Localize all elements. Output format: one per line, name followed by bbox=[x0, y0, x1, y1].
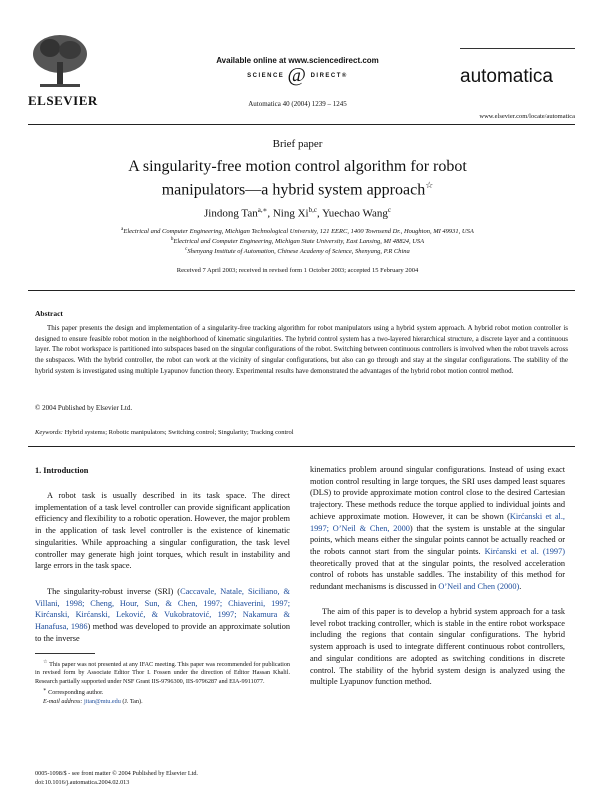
author-name: Ning Xi bbox=[272, 207, 309, 220]
email-link[interactable]: jitan@mtu.edu bbox=[84, 697, 121, 705]
doi: doi:10.1016/j.automatica.2004.02.013 bbox=[35, 778, 130, 786]
citation-link[interactable]: O’Neil and Chen (2000) bbox=[438, 582, 520, 592]
journal-name: automatica bbox=[460, 66, 553, 87]
header-divider bbox=[460, 48, 575, 49]
affiliation: $^a$Electrical and Computer Engineering, Michigan Technological University, 121 EERC, 1400 Townsend Dr., Houghton, MI 49931, USA bbox=[121, 227, 474, 236]
abstract-heading: Abstract bbox=[35, 309, 63, 318]
received-dates: Received 7 April 2003; received in revised form 1 October 2003; accepted 15 February 2004 bbox=[176, 267, 419, 274]
paragraph: The singularity-robust inverse (SRI) (Caccavale, Natale, Siciliano, & Villani, 1998; Cheng, Hour, Sun, & Chen, 1997; Chiaverini, 1997; Kirćanski, Kirćanski, Leković, & Vukobratović, 1997; Nakamura & Hanafusa, 1986) method was developed to provide an approximate solution to the inverse bbox=[35, 587, 290, 643]
author-name: Jindong Tan bbox=[204, 207, 258, 220]
citation-link[interactable]: Kirćanski et al., 1997; O’Neil & Chen, 2000 bbox=[310, 511, 565, 533]
author-list: Jindong Tan$^{a,∗}$, Ning Xi$^{b,c}$, Yuechao Wang$^c$ bbox=[204, 206, 391, 220]
abstract-rule bbox=[28, 290, 575, 291]
footnote-rule bbox=[35, 653, 95, 654]
title-footnote-mark[interactable]: ☆ bbox=[425, 180, 434, 190]
header-rule bbox=[28, 124, 575, 125]
footnotes: ☆ This paper was not presented at any IFAC meeting. This paper was recommended for publication in revised form by Associate Editor Thor I. Fossen under the direction of Editor Hassan Khalil. Research partially supported under NSF Grant IIS-9796300, IIS-9796287 and EIA-9911077. ∗ Corresponding author. E-mail address: jitan@mtu.edu (J. Tan). bbox=[35, 659, 291, 705]
journal-url[interactable]: www.elsevier.com/locate/automatica bbox=[479, 113, 575, 120]
article-title: A singularity-free motion control algorithm for robot manipulators—a hybrid system approach☆ bbox=[128, 158, 467, 199]
author-name: Yuechao Wang bbox=[322, 207, 388, 220]
publisher-name: ELSEVIER bbox=[28, 93, 98, 108]
paragraph: kinematics problem around singular configurations. Instead of using exact motion control resulting in large torques, the SRI uses damped least squares (DLS) to provide approximate motion control close to the desired Cartesian trajectory. These methods reduce the torque applied to individual joints and achieve approximate motion. However, it can be shown (Kirćanski et al., 1997; O’Neil & Chen, 2000) that the system is unstable at the singular points, which means either the singular points cannot be actually reached or the robots cannot start from the singular points. Kirćanski et al. (1997) theoretically proved that at the singular points, the resolved acceleration control of robots has unstable saddles. The instability of this method for redundant mechanisms is discussed in O’Neil and Chen (2000). bbox=[310, 465, 565, 592]
affiliation: $^c$Shenyang Institute of Automation, Chinese Academy of Science, Shenyang, P.R China bbox=[185, 247, 410, 256]
front-matter-info: 0005-1098/$ - see front matter © 2004 Published by Elsevier Ltd. doi:10.1016/j.automatica.2004.02.013 bbox=[35, 770, 198, 786]
citation-link[interactable]: Kirćanski et al. (1997) bbox=[484, 546, 565, 556]
paragraph: A robot task is usually described in its task space. The direct implementation of a task level controller can provide significant application efficiency and flexibility to a robotic operation. However, the major problem in the application of task level controller is the existence of kinematic singularities. While approaching a singular configuration, the task level controller may generate high joint torques, which result in instability and large errors in the task space. bbox=[35, 491, 290, 571]
copyright: © 2004 Published by Elsevier Ltd. bbox=[35, 404, 133, 412]
keywords: Keywords: Hybrid systems; Robotic manipulators; Switching control; Singularity; Tracking control bbox=[35, 429, 294, 436]
journal-reference: Automatica 40 (2004) 1239 – 1245 bbox=[248, 100, 347, 108]
affiliation: $^b$Electrical and Computer Engineering, Michigan State University, East Lansing, MI 48824, USA bbox=[170, 237, 425, 246]
paragraph: The aim of this paper is to develop a hybrid system approach for a task level robot tracking controller, which is stable in the entire robot workspace including the regions that contain singular configurations. The hybrid system approach is used to integrate different continuous robot controllers, and singular conditions are adopted as switching conditions in discrete control. The stability of the hybrid system design is analyzed using the multiple Lyapunov function method. bbox=[310, 607, 565, 687]
available-online-text: Available online at www.sciencedirect.com bbox=[216, 56, 379, 65]
section-heading: 1. Introduction bbox=[35, 466, 89, 475]
abstract-text: This paper presents the design and implementation of a singularity-free tracking algorithm for robot manipulators using a hybrid system approach. A hybrid robot motion controller is designed to ensure feasible robot motion in the neighborhood of kinematic singularities. The hybrid control system has a two-layered hierarchical structure, a discrete layer and a continuous layer. The robot workspace is partitioned into subspaces based on the singular configurations of the robot. Switching between continuous controllers is involved when the robot travels across the subspaces. With the hybrid controller, the robot can work at the vicinity of singular configurations, but also can go through and stay at the singular configurations. The stability of the hybrid system is investigated using multiple Lyapunov function theory. Experimental results have demonstrated the advantages of the hybrid robot motion control method. bbox=[35, 324, 568, 375]
article-type: Brief paper bbox=[272, 138, 323, 150]
keywords-rule bbox=[28, 446, 575, 447]
sciencedirect-logo: SCIENCE @ DIRECT® bbox=[247, 64, 348, 86]
citation-link[interactable]: Caccavale, Natale, Siciliano, & Villani, 1998; Cheng, Hour, Sun, & Chen, 1997; Chiaverini, 1997; Kirćanski, Kirćanski, Leković, & Vukobratović, 1997; Nakamura & Hanafusa, 1986 bbox=[35, 587, 290, 632]
